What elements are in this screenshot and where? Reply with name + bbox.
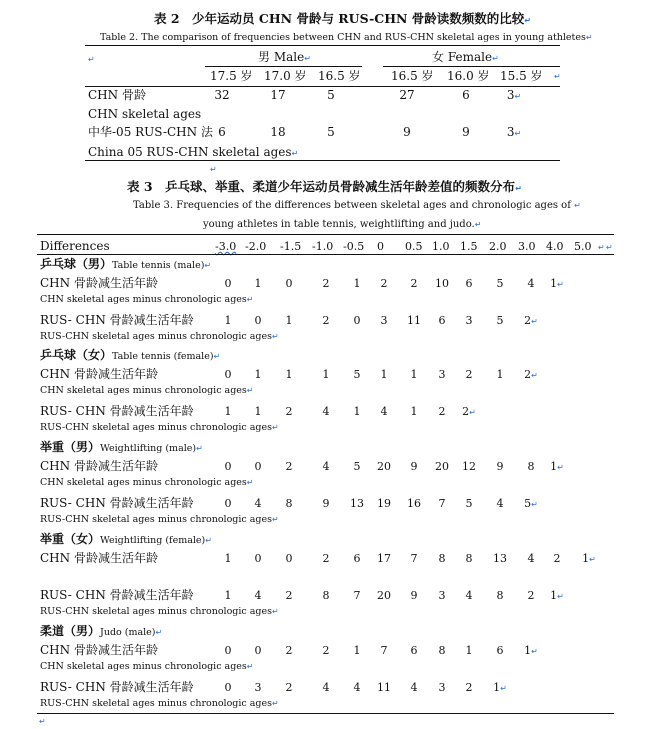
table3-row-label: CHN 骨龄减生活年龄: [40, 276, 158, 290]
table3-cell: 0: [224, 277, 232, 290]
table2-age-header: 15.5 岁: [500, 69, 543, 83]
table3-cell: 4: [410, 681, 418, 694]
table3-cell: 0: [224, 681, 232, 694]
table3-cell: 6: [496, 644, 504, 657]
table2-age-header: 16.5 岁: [318, 69, 361, 83]
table3-row-label: RUS- CHN 骨龄减生活年龄: [40, 588, 194, 602]
table3-cell: 4: [527, 277, 535, 290]
table3-cell: 4: [322, 460, 330, 473]
table2-top-rule: [85, 45, 560, 46]
table3-row-label-en: RUS-CHN skeletal ages minus chronologic ages↵: [40, 422, 279, 433]
paragraph-mark: ↵: [606, 243, 613, 252]
table3-cell: 2: [465, 368, 473, 381]
table2-cell: 18: [270, 125, 286, 139]
table3-cell: 0: [285, 277, 293, 290]
table2-cell: 5: [327, 125, 335, 139]
table3-cell: 4: [254, 589, 262, 602]
table3-cell: 4: [322, 405, 330, 418]
paragraph-mark: ↵: [39, 717, 46, 726]
table3-cell: 9: [410, 460, 418, 473]
table2-cell: 3↵: [506, 88, 522, 102]
table3-cell: 11: [407, 314, 421, 327]
table3-cell: 4: [254, 497, 262, 510]
table3-cell: 6: [353, 552, 361, 565]
table2-male-header: 男 Male↵: [258, 50, 311, 64]
table2-bottom-rule: [85, 160, 560, 161]
paragraph-mark: ↵: [598, 243, 605, 252]
table3-cell: 2: [410, 277, 418, 290]
table3-cell: 1: [254, 368, 262, 381]
table3-cell: 1: [465, 644, 473, 657]
table3-cell: 8: [285, 497, 293, 510]
table3-cell: 1: [410, 405, 418, 418]
table3-cell: 3: [438, 368, 446, 381]
table3-row-label-en: RUS-CHN skeletal ages minus chronologic ages↵: [40, 698, 279, 709]
table3-cell: 1↵: [550, 589, 564, 602]
table3-row-label: CHN 骨龄减生活年龄: [40, 551, 158, 565]
table3-header-rule: [37, 254, 614, 255]
table3-cell: 2: [322, 644, 330, 657]
table3-cell: 1↵: [493, 681, 507, 694]
table3-cell: 19: [377, 497, 391, 510]
table2-female-rule: [383, 66, 560, 67]
table3-column-header: 2.0: [489, 240, 507, 253]
paragraph-mark: ↵: [88, 55, 95, 64]
table3-cell: 1↵: [550, 277, 564, 290]
table3-cell: 1: [353, 405, 361, 418]
table3-cell: 2: [553, 552, 561, 565]
table3-row-label: CHN 骨龄减生活年龄: [40, 367, 158, 381]
table3-cell: 8: [322, 589, 330, 602]
table3-cell: 4: [380, 405, 388, 418]
table2-row-label: 中华-05 RUS-CHN 法: [88, 125, 213, 139]
table3-top-rule: [37, 234, 614, 235]
table3-cell: 7: [353, 589, 361, 602]
table2-age-header: 16.0 岁: [447, 69, 490, 83]
table3-column-header: -1.5: [280, 240, 302, 253]
table3-cell: 0: [285, 552, 293, 565]
table3-caption: 表 3 乒乓球、举重、柔道少年运动员骨龄减生活年龄差值的频数分布↵: [127, 179, 522, 194]
table3-cell: 8: [438, 644, 446, 657]
table3-cell: 9: [322, 497, 330, 510]
table3-cell: 5↵: [524, 497, 538, 510]
table3-group-heading: 乒乓球（女）Table tennis (female)↵: [40, 348, 221, 362]
table3-cell: 1↵: [582, 552, 596, 565]
table3-column-header: 1.0: [432, 240, 450, 253]
table3-cell: 3: [438, 589, 446, 602]
table3-bottom-rule: [37, 713, 614, 714]
table3-cell: 0: [254, 460, 262, 473]
table3-caption-en-line2: young athletes in table tennis, weightlifting and judo.↵: [203, 219, 482, 230]
table3-cell: 0: [254, 552, 262, 565]
table3-row-label: RUS- CHN 骨龄减生活年龄: [40, 680, 194, 694]
table3-cell: 1: [353, 277, 361, 290]
table3-cell: 8: [465, 552, 473, 565]
table2-age-header: 17.0 岁: [264, 69, 307, 83]
table3-cell: 10: [435, 277, 449, 290]
table2-male-rule: [205, 66, 362, 67]
table3-column-header: -0.5: [343, 240, 365, 253]
table3-cell: 3: [465, 314, 473, 327]
table3-cell: 8: [527, 460, 535, 473]
table2-cell: 3↵: [506, 125, 522, 139]
table3-cell: 0: [224, 460, 232, 473]
table3-column-header: 0.5: [405, 240, 423, 253]
table3-cell: 3: [254, 681, 262, 694]
table3-cell: 8: [496, 589, 504, 602]
paragraph-mark: ↵: [554, 72, 561, 81]
table3-caption-en-line1: Table 3. Frequencies of the differences between skeletal ages and chronologic ages of ↵: [133, 200, 581, 211]
table2-header-rule: [85, 86, 560, 87]
table3-row-label: CHN 骨龄减生活年龄: [40, 643, 158, 657]
table2-age-header: 17.5 岁: [210, 69, 253, 83]
table3-cell: 9: [410, 589, 418, 602]
table3-cell: 1: [496, 368, 504, 381]
table3-column-header: 4.0: [546, 240, 564, 253]
table3-cell: 2↵: [462, 405, 476, 418]
table3-column-header: -3.0: [215, 240, 237, 253]
table2-cell: 6: [218, 125, 226, 139]
paragraph-mark: ↵: [210, 165, 217, 174]
table3-cell: 8: [438, 552, 446, 565]
table3-row-label-en: RUS-CHN skeletal ages minus chronologic ages↵: [40, 514, 279, 525]
table3-row-label-en: RUS-CHN skeletal ages minus chronologic ages↵: [40, 331, 279, 342]
table3-cell: 0: [224, 368, 232, 381]
table3-row-label: CHN 骨龄减生活年龄: [40, 459, 158, 473]
table3-cell: 17: [377, 552, 391, 565]
table3-cell: 6: [465, 277, 473, 290]
table2-row-label-en: China 05 RUS-CHN skeletal ages↵: [88, 145, 299, 159]
table3-cell: 1: [224, 552, 232, 565]
table3-group-heading: 举重（女）Weightlifting (female)↵: [40, 532, 212, 546]
table3-column-header: 0: [377, 240, 384, 253]
table3-row-label: RUS- CHN 骨龄减生活年龄: [40, 496, 194, 510]
table3-column-header: 1.5: [460, 240, 478, 253]
table3-cell: 1: [254, 405, 262, 418]
table2-row-label: CHN 骨龄: [88, 88, 146, 102]
table3-column-header: -2.0: [245, 240, 267, 253]
table3-cell: 1: [224, 314, 232, 327]
table3-column-header: 3.0: [518, 240, 536, 253]
table2-cell: 5: [327, 88, 335, 102]
table2-caption-en: Table 2. The comparison of frequencies between CHN and RUS-CHN skeletal ages in young athletes↵: [100, 32, 593, 43]
table3-cell: 1: [380, 368, 388, 381]
table3-column-header: 5.0: [574, 240, 592, 253]
table3-cell: 0: [254, 314, 262, 327]
table3-cell: 6: [438, 314, 446, 327]
table3-cell: 2↵: [524, 368, 538, 381]
table3-cell: 16: [407, 497, 421, 510]
table3-cell: 4: [353, 681, 361, 694]
table3-row-label-en: CHN skeletal ages minus chronologic ages↵: [40, 294, 254, 305]
table3-header-label: Differences: [40, 239, 110, 253]
table3-cell: 1: [224, 589, 232, 602]
table3-cell: 2: [438, 405, 446, 418]
table3-cell: 1: [353, 644, 361, 657]
table3-cell: 2: [322, 314, 330, 327]
table3-group-heading: 举重（男）Weightlifting (male)↵: [40, 440, 203, 454]
table3-row-label-en: RUS-CHN skeletal ages minus chronologic ages↵: [40, 606, 279, 617]
table3-cell: 20: [435, 460, 449, 473]
table3-cell: 4: [527, 552, 535, 565]
table3-cell: 2: [465, 681, 473, 694]
table3-cell: 5: [353, 460, 361, 473]
table3-cell: 5: [496, 277, 504, 290]
table3-cell: 0: [224, 644, 232, 657]
table3-cell: 4: [496, 497, 504, 510]
table3-cell: 7: [438, 497, 446, 510]
table3-cell: 3: [438, 681, 446, 694]
table3-cell: 2: [285, 460, 293, 473]
table3-cell: 1: [410, 368, 418, 381]
table3-cell: 6: [410, 644, 418, 657]
table3-cell: 1: [224, 405, 232, 418]
table2-age-header: 16.5 岁: [391, 69, 434, 83]
table3-cell: 2: [380, 277, 388, 290]
table3-cell: 11: [377, 681, 391, 694]
table3-cell: 5: [465, 497, 473, 510]
table3-cell: 1: [285, 368, 293, 381]
table3-cell: 1: [285, 314, 293, 327]
table3-cell: 5: [353, 368, 361, 381]
table2-cell: 9: [462, 125, 470, 139]
table3-cell: 7: [380, 644, 388, 657]
table3-row-label-en: CHN skeletal ages minus chronologic ages↵: [40, 385, 254, 396]
table3-cell: 1: [322, 368, 330, 381]
table3-cell: 2↵: [524, 314, 538, 327]
table3-cell: 9: [496, 460, 504, 473]
table3-cell: 2: [322, 552, 330, 565]
table3-cell: 2: [527, 589, 535, 602]
table3-cell: 2: [285, 681, 293, 694]
table2-cell: 9: [403, 125, 411, 139]
table3-cell: 2: [285, 405, 293, 418]
table3-cell: 20: [377, 460, 391, 473]
table3-cell: 4: [465, 589, 473, 602]
table2-cell: 6: [462, 88, 470, 102]
table3-row-label-en: CHN skeletal ages minus chronologic ages↵: [40, 477, 254, 488]
table3-cell: 3: [380, 314, 388, 327]
table3-cell: 13: [350, 497, 364, 510]
table3-cell: 4: [322, 681, 330, 694]
table2-female-header: 女 Female↵: [432, 50, 499, 64]
table3-cell: 20: [377, 589, 391, 602]
table3-cell: 1↵: [550, 460, 564, 473]
table2-cell: 27: [399, 88, 415, 102]
table3-cell: 7: [410, 552, 418, 565]
table3-group-heading: 柔道（男）Judo (male)↵: [40, 624, 163, 638]
table2-cell: 32: [214, 88, 230, 102]
table3-cell: 2: [322, 277, 330, 290]
table3-cell: 1: [254, 277, 262, 290]
table3-row-label-en: CHN skeletal ages minus chronologic ages↵: [40, 661, 254, 672]
table3-cell: 12: [462, 460, 476, 473]
table3-cell: 5: [496, 314, 504, 327]
table3-cell: 0: [254, 644, 262, 657]
table3-group-heading: 乒乓球（男）Table tennis (male)↵: [40, 257, 212, 271]
table3-cell: 2: [285, 644, 293, 657]
table3-row-label: RUS- CHN 骨龄减生活年龄: [40, 404, 194, 418]
table3-row-label: RUS- CHN 骨龄减生活年龄: [40, 313, 194, 327]
table2-cell: 17: [270, 88, 286, 102]
table3-cell: 13: [493, 552, 507, 565]
table2-row-label-en: CHN skeletal ages: [88, 107, 202, 121]
table3-cell: 2: [285, 589, 293, 602]
table3-cell: 1↵: [524, 644, 538, 657]
table3-column-header: -1.0: [312, 240, 334, 253]
table2-caption: 表 2 少年运动员 CHN 骨龄与 RUS-CHN 骨龄读数频数的比较↵: [154, 11, 531, 26]
table3-cell: 0: [224, 497, 232, 510]
table3-cell: 0: [353, 314, 361, 327]
